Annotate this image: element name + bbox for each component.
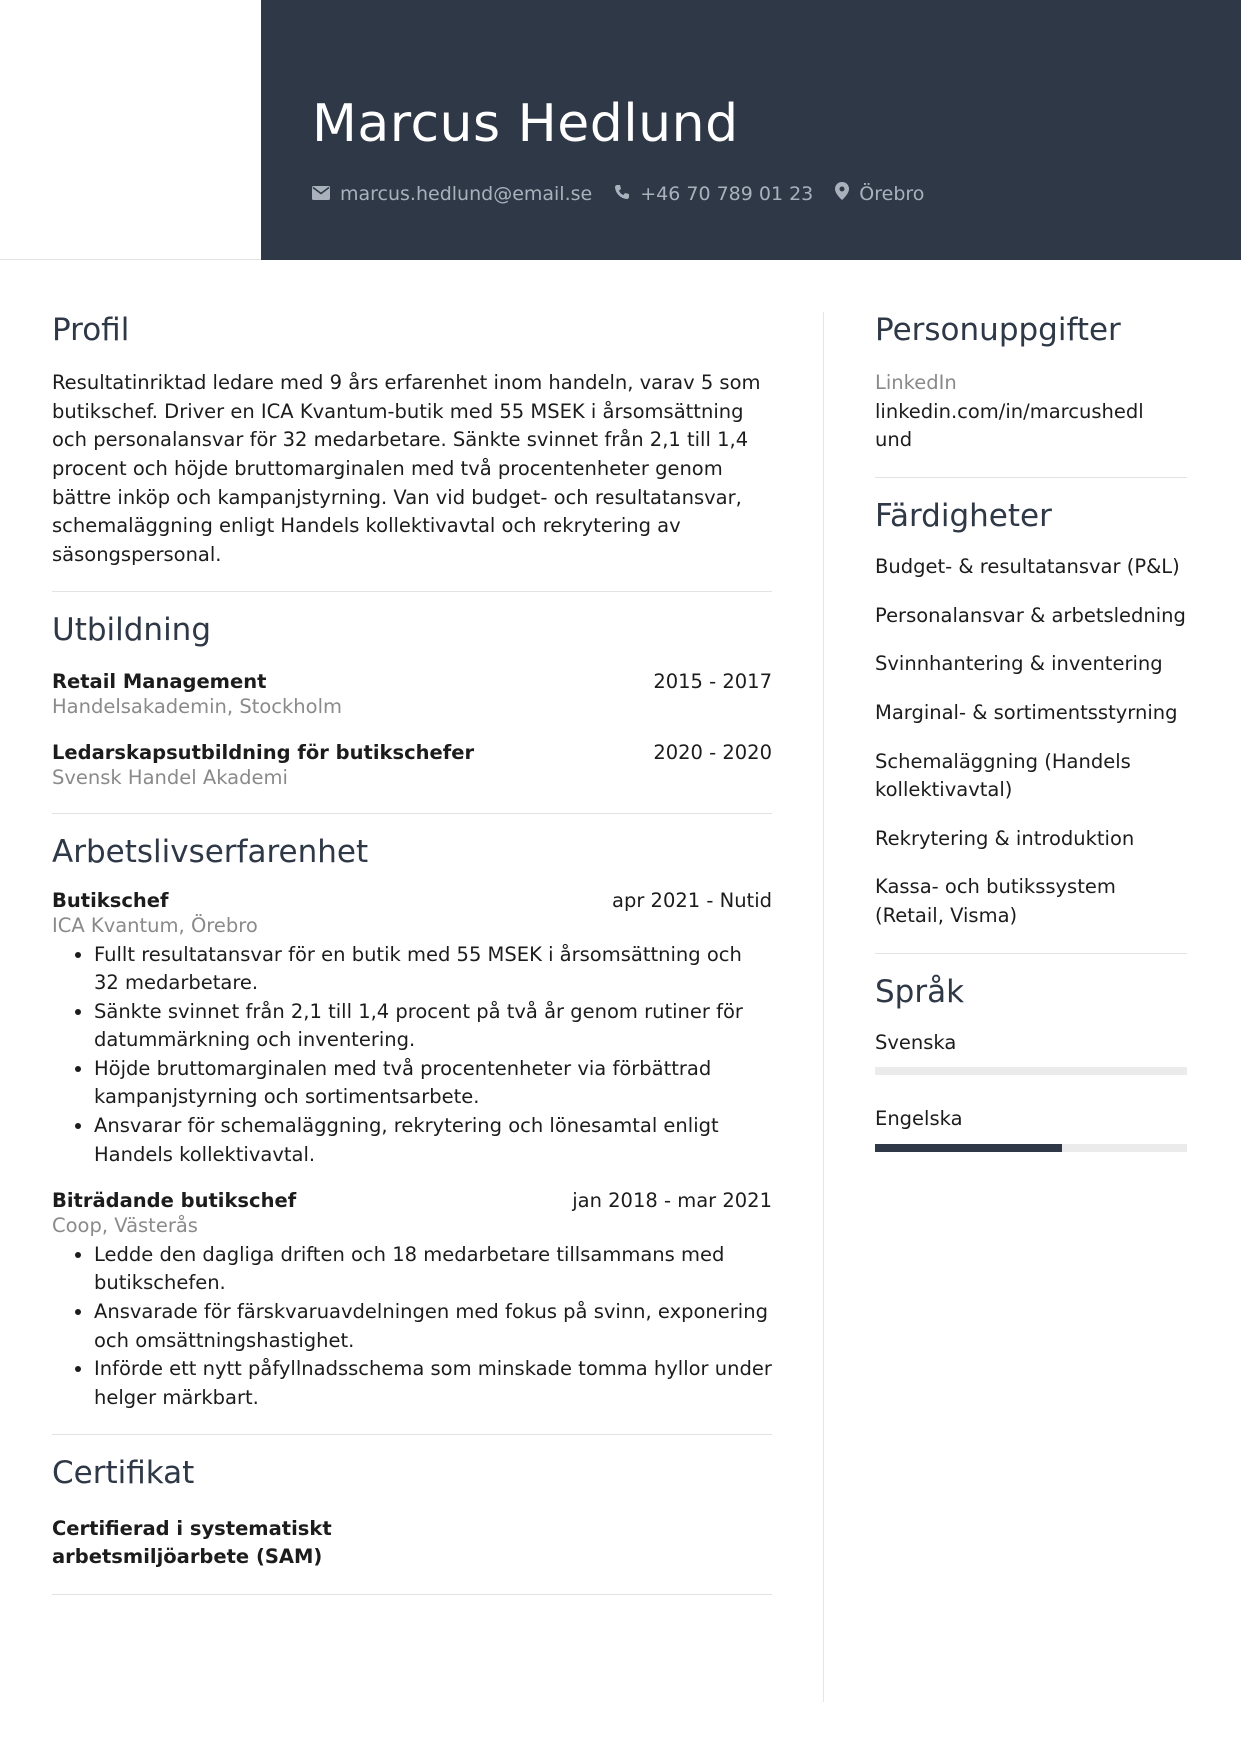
experience-bullets — [52, 1241, 772, 1413]
bullet-item: • Höjde bruttomarginalen med två procentenheter via förbättrad kampanjstyrning och sortimentsarbete. — [94, 1055, 772, 1112]
education-item — [52, 670, 772, 722]
mail-icon — [312, 183, 340, 205]
bullet-item: • Ansvarade för färskvaruavdelningen med fokus på svinn, exponering och omsättningshastighet. — [94, 1298, 772, 1355]
language-level-bar — [875, 1144, 1187, 1152]
location-pin-icon — [835, 182, 859, 205]
section-title-education: Utbildning — [52, 612, 212, 649]
bullet-item: • Införde ett nytt påfyllnadsschema som minskade tomma hyllor under helger märkbart. — [94, 1355, 772, 1412]
experience-item — [52, 889, 772, 1169]
skill-item: Svinnhantering & inventering — [875, 652, 1163, 676]
skill-item: Budget- & resultatansvar (P&L) — [875, 555, 1180, 579]
divider — [52, 813, 772, 814]
language-name: Svenska — [875, 1030, 957, 1054]
divider — [52, 1434, 772, 1435]
education-section — [52, 612, 772, 792]
languages-section — [875, 974, 1187, 1152]
main-column — [52, 312, 772, 1595]
education-school: Handelsakademin, Stockholm — [52, 694, 342, 718]
education-degree: Retail Management — [52, 669, 267, 693]
education-school: Svensk Handel Akademi — [52, 766, 288, 790]
language-item — [875, 1029, 1187, 1076]
language-level-bar — [875, 1067, 1187, 1075]
skill-item: Personalansvar & arbetsledning — [875, 603, 1186, 627]
language-level-fill — [875, 1144, 1062, 1152]
profile-section — [52, 312, 772, 569]
experience-section — [52, 834, 772, 1413]
bullet-item: • Ledde den dagliga driften och 18 medarbetare tillsammans med butikschefen. — [94, 1241, 772, 1298]
section-title-personal: Personuppgifter — [875, 312, 1121, 348]
bullet-item: • Fullt resultatansvar för en butik med 55 MSEK i årsomsättning och 32 medarbetare. — [94, 941, 772, 998]
contact-row — [312, 182, 946, 205]
section-title-skills: Färdigheter — [875, 497, 1052, 534]
sidebar-column — [875, 312, 1187, 1152]
education-degree: Ledarskapsutbildning för butikschefer — [52, 741, 475, 765]
divider — [52, 591, 772, 592]
skill-item: Rekrytering & introduktion — [875, 826, 1135, 850]
language-name: Engelska — [875, 1107, 963, 1131]
personal-section — [875, 312, 1187, 455]
experience-item — [52, 1189, 772, 1412]
certificates-section — [52, 1455, 772, 1571]
experience-dates: apr 2021 - Nutid — [612, 888, 772, 912]
location-text: Örebro — [859, 182, 925, 205]
experience-company: ICA Kvantum, Örebro — [52, 913, 258, 937]
linkedin-link[interactable]: linkedin.com/in/marcushedlund — [875, 399, 1144, 452]
education-dates: 2020 - 2020 — [653, 741, 772, 765]
divider — [875, 953, 1187, 954]
linkedin-label: LinkedIn — [875, 371, 957, 395]
language-item — [875, 1105, 1187, 1152]
column-divider — [823, 312, 824, 1702]
skill-item: Schemaläggning (Handels kollektivavtal) — [875, 749, 1131, 802]
certificate-item: Certifierad i systematiskt arbetsmiljöarbete (SAM) — [52, 1516, 332, 1569]
contact-phone[interactable] — [614, 183, 813, 205]
education-item — [52, 741, 772, 793]
experience-company: Coop, Västerås — [52, 1214, 198, 1238]
skill-item: Kassa- och butikssystem (Retail, Visma) — [875, 875, 1116, 927]
section-title-languages: Språk — [875, 973, 965, 1010]
phone-icon — [614, 183, 640, 205]
bullet-item: • Ansvarar för schemaläggning, rekrytering och lönesamtal enligt Handels kollektivavtal. — [94, 1112, 772, 1169]
divider — [52, 1594, 772, 1595]
bullet-item: • Sänkte svinnet från 2,1 till 1,4 procent på två år genom rutiner för datummärkning och inventering. — [94, 998, 772, 1055]
contact-location — [835, 182, 924, 205]
contact-email[interactable] — [312, 183, 592, 205]
section-title-profile: Profil — [52, 312, 130, 348]
section-title-experience: Arbetslivserfarenhet — [52, 833, 369, 870]
skill-item: Marginal- & sortimentsstyrning — [875, 700, 1178, 724]
header-left-divider — [0, 259, 261, 260]
profile-text: Resultatinriktad ledare med 9 års erfarenhet inom handeln, varav 5 som butikschef. Driver en ICA Kvantum-butik med 55 MSEK i årsomsättning och personalansvar för 32 medarbetare. Sänkte svinnet från 2,1 till 1,4 procent och höjde bruttomarginalen med två procentenheter genom bättre inköp och kampanjstyrning. Van vid budget- och resultatansvar, schemaläggning enligt Handels kollektivavtal och rekrytering av säsongspersonal. — [52, 371, 761, 566]
skills-section — [875, 498, 1187, 931]
experience-role: Biträdande butikschef — [52, 1189, 297, 1213]
candidate-name: Marcus Hedlund — [312, 94, 739, 154]
divider — [875, 477, 1187, 478]
experience-role: Butikschef — [52, 888, 169, 912]
header-banner — [261, 0, 1241, 260]
experience-dates: jan 2018 - mar 2021 — [572, 1189, 772, 1213]
education-dates: 2015 - 2017 — [653, 669, 772, 693]
email-text: marcus.hedlund@email.se — [340, 182, 593, 205]
section-title-certificates: Certifikat — [52, 1455, 195, 1492]
phone-text: +46 70 789 01 23 — [640, 182, 814, 205]
experience-bullets — [52, 941, 772, 1170]
